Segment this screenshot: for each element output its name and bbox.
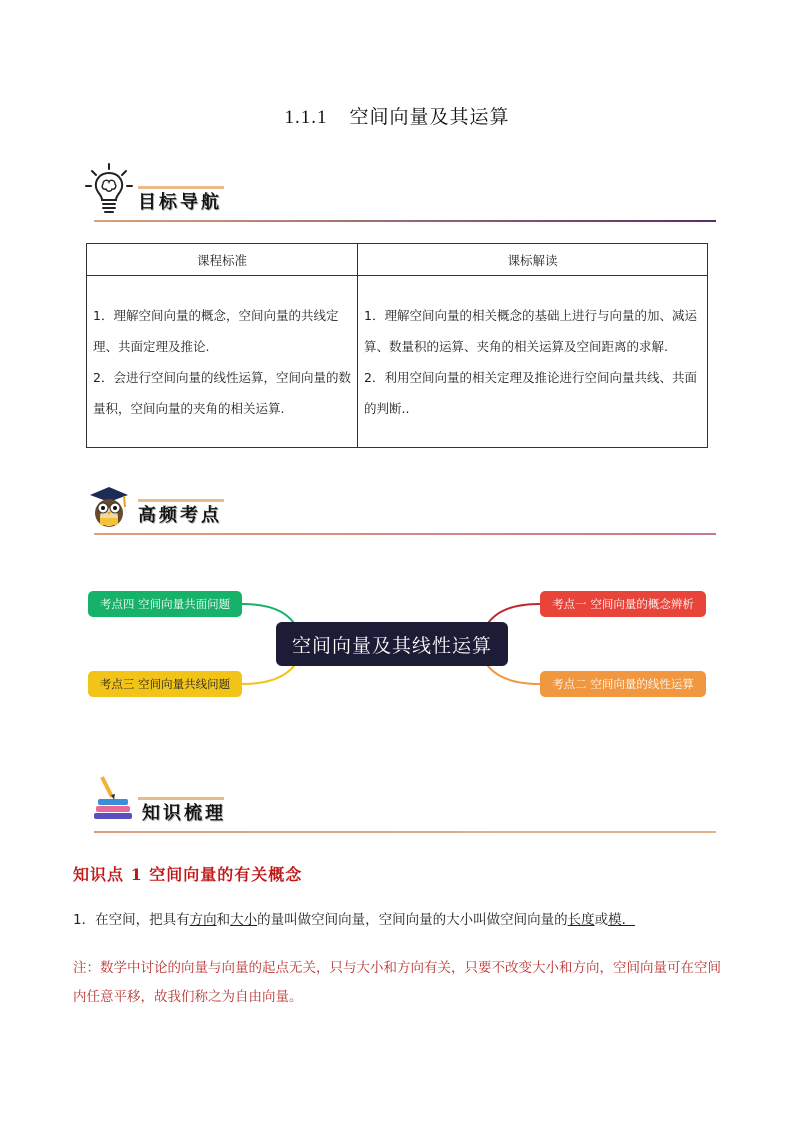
section-title-frequent: 高频考点: [138, 505, 222, 526]
mindmap-center-node: 空间向量及其线性运算: [276, 622, 508, 666]
text-run: 和: [216, 912, 231, 928]
table-cell-interpretation: [358, 276, 708, 448]
section-title-knowledge: 知识梳理: [142, 803, 226, 824]
text-run: 1．在空间，把具有: [73, 912, 190, 928]
section-header-frequent: [84, 475, 716, 535]
course-standard-table: [86, 243, 708, 448]
section-underline: [94, 831, 716, 833]
definition-paragraph: [73, 906, 723, 935]
section-header-knowledge: [84, 773, 716, 833]
topic-node-4: 考点四 空间向量共面问题: [88, 591, 242, 617]
title-number: 1.1.1: [284, 107, 328, 128]
section-underline: [94, 220, 716, 222]
standard-item: 2．会进行空间向量的线性运算，空间向量的数量积，空间向量的夹角的相关运算.: [93, 369, 351, 416]
note-paragraph: 注：数学中讨论的向量与向量的起点无关，只与大小和方向有关，只要不改变大小和方向，空间向量可在空间内任意平移，故我们称之为自由向量。: [73, 960, 721, 1005]
topic-node-2: 考点二 空间向量的线性运算: [540, 671, 706, 697]
underlined-term: 长度: [567, 912, 595, 928]
books-pencil-icon: [84, 773, 134, 829]
owl-graduate-icon: [84, 475, 134, 531]
table-header: 课标解读: [358, 244, 708, 276]
interpretation-item: 1．理解空间向量的相关概念的基础上进行与向量的加、减运算、数量积的运算、夹角的相关运算及空间距离的求解.: [364, 307, 697, 354]
table-cell-standard: [87, 276, 358, 448]
text-run: 或: [594, 912, 609, 928]
section-header-goal: [84, 162, 716, 222]
underlined-term: 大小: [230, 912, 258, 928]
topic-node-3: 考点三 空间向量共线问题: [88, 671, 242, 697]
underlined-term: 方向: [189, 912, 217, 928]
section-underline: [94, 533, 716, 535]
page-title: [0, 102, 794, 129]
lightbulb-brain-icon: [84, 162, 134, 218]
text-run: 的量叫做空间向量，空间向量的大小叫做空间向量的: [257, 912, 568, 928]
topic-node-1: 考点一 空间向量的概念辨析: [540, 591, 706, 617]
title-text: 空间向量及其运算: [349, 106, 510, 128]
table-header: 课程标准: [87, 244, 358, 276]
topic-mindmap: [86, 585, 708, 705]
underlined-term: 模．: [608, 912, 636, 928]
section-title-goal: 目标导航: [138, 192, 222, 213]
knowledge-point-title: 知识点 1 空间向量的有关概念: [73, 865, 303, 884]
interpretation-item: 2．利用空间向量的相关定理及推论进行空间向量共线、共面的判断..: [364, 369, 697, 416]
standard-item: 1．理解空间向量的概念，空间向量的共线定理、共面定理及推论.: [93, 307, 339, 354]
